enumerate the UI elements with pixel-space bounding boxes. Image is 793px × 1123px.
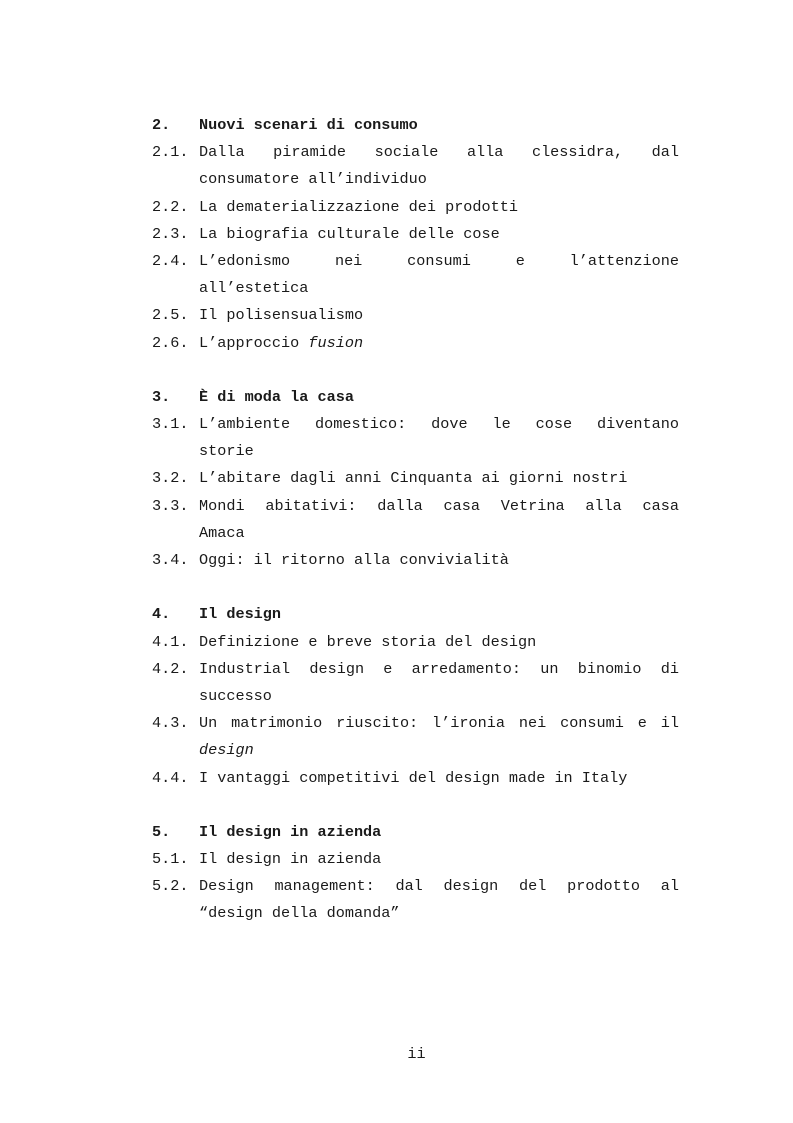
section-title: Industrial design e arredamento: un binomio di (199, 659, 679, 678)
toc-entry (152, 493, 679, 520)
toc-entry (152, 710, 679, 737)
toc-entry (152, 221, 679, 248)
section-title: La biografia culturale delle cose (199, 224, 500, 243)
chapter-number: 4. (152, 605, 171, 624)
toc-entry (152, 194, 679, 221)
section-number: 5.1. (152, 850, 189, 869)
toc-entry (152, 465, 679, 492)
section-title-continued: “design della domanda” (199, 904, 400, 923)
toc-entry-continuation (152, 520, 679, 547)
section-number: 2.1. (152, 143, 189, 162)
toc-entry (152, 873, 679, 900)
page-number: ii (407, 1045, 426, 1063)
toc-entry (152, 846, 679, 873)
section-title: Mondi abitativi: dalla casa Vetrina alla casa (199, 496, 679, 515)
section-title-continued: successo (199, 686, 272, 705)
toc-entry (152, 330, 679, 357)
section-number: 3.2. (152, 469, 189, 488)
section-title: I vantaggi competitivi del design made in Italy (199, 768, 628, 787)
section-number: 4.1. (152, 632, 189, 651)
section-title-italic: design (199, 741, 254, 760)
chapter-number: 3. (152, 387, 171, 406)
chapter-title: Il design (199, 605, 282, 624)
section-title: Oggi: il ritorno alla convivialità (199, 551, 509, 569)
chapter-title: Il design in azienda (199, 822, 382, 841)
section-number: 5.2. (152, 877, 189, 896)
chapter-title: È di moda la casa (199, 387, 354, 406)
section-title (199, 330, 679, 357)
toc-entry-continuation (152, 683, 679, 710)
toc-entry (152, 765, 679, 792)
section-number: 2.2. (152, 197, 189, 216)
section-number: 4.2. (152, 659, 189, 678)
section-number: 2.6. (152, 333, 189, 352)
section-title-continued: storie (199, 442, 254, 461)
section-title: Definizione e breve storia del design (199, 632, 537, 651)
section-title: La dematerializzazione dei prodotti (199, 197, 518, 216)
section-number: 2.3. (152, 224, 189, 243)
chapter-heading (152, 601, 679, 628)
section-title-continued: Amaca (199, 523, 245, 542)
toc-entry-continuation (152, 900, 679, 927)
section-number: 2.5. (152, 306, 189, 325)
spacer (152, 574, 679, 601)
section-title: Un matrimonio riuscito: l’ironia nei consumi e il (199, 714, 679, 733)
toc-entry-continuation (152, 275, 679, 302)
chapter-title: Nuovi scenari di consumo (199, 116, 418, 134)
chapter-heading (152, 112, 679, 139)
spacer (152, 357, 679, 384)
section-title: Dalla piramide sociale alla clessidra, dal (199, 143, 679, 162)
toc-entry (152, 139, 679, 166)
chapter-number: 5. (152, 822, 171, 841)
section-title-continued (199, 737, 679, 764)
section-title: L’edonismo nei consumi e l’attenzione (199, 251, 679, 270)
toc-entry (152, 411, 679, 438)
section-title-continued: all’estetica (199, 279, 309, 298)
toc-entry (152, 302, 679, 329)
section-number: 4.4. (152, 768, 189, 787)
table-of-contents (152, 112, 679, 928)
toc-entry (152, 656, 679, 683)
section-title-italic: fusion (308, 333, 364, 352)
toc-entry-continuation (152, 438, 679, 465)
section-number: 4.3. (152, 714, 189, 733)
section-number: 2.4. (152, 251, 189, 270)
section-title: L’abitare dagli anni Cinquanta ai giorni nostri (199, 469, 628, 488)
section-number: 3.3. (152, 496, 189, 515)
chapter-heading (152, 384, 679, 411)
chapter-number: 2. (152, 116, 171, 134)
section-title: Design management: dal design del prodotto al (199, 877, 679, 896)
section-title-text: L’approccio (199, 333, 309, 352)
section-title-continued: consumatore all’individuo (199, 170, 427, 189)
section-number: 3.1. (152, 415, 189, 434)
toc-entry-continuation (152, 166, 679, 193)
toc-entry (152, 629, 679, 656)
section-title: Il polisensualismo (199, 306, 364, 325)
section-title: Il design in azienda (199, 850, 382, 869)
section-title: L’ambiente domestico: dove le cose diventano (199, 415, 679, 434)
chapter-heading (152, 819, 679, 846)
toc-entry (152, 547, 679, 574)
toc-entry-continuation (152, 737, 679, 764)
spacer (152, 792, 679, 819)
section-number: 3.4. (152, 551, 189, 569)
toc-entry (152, 248, 679, 275)
